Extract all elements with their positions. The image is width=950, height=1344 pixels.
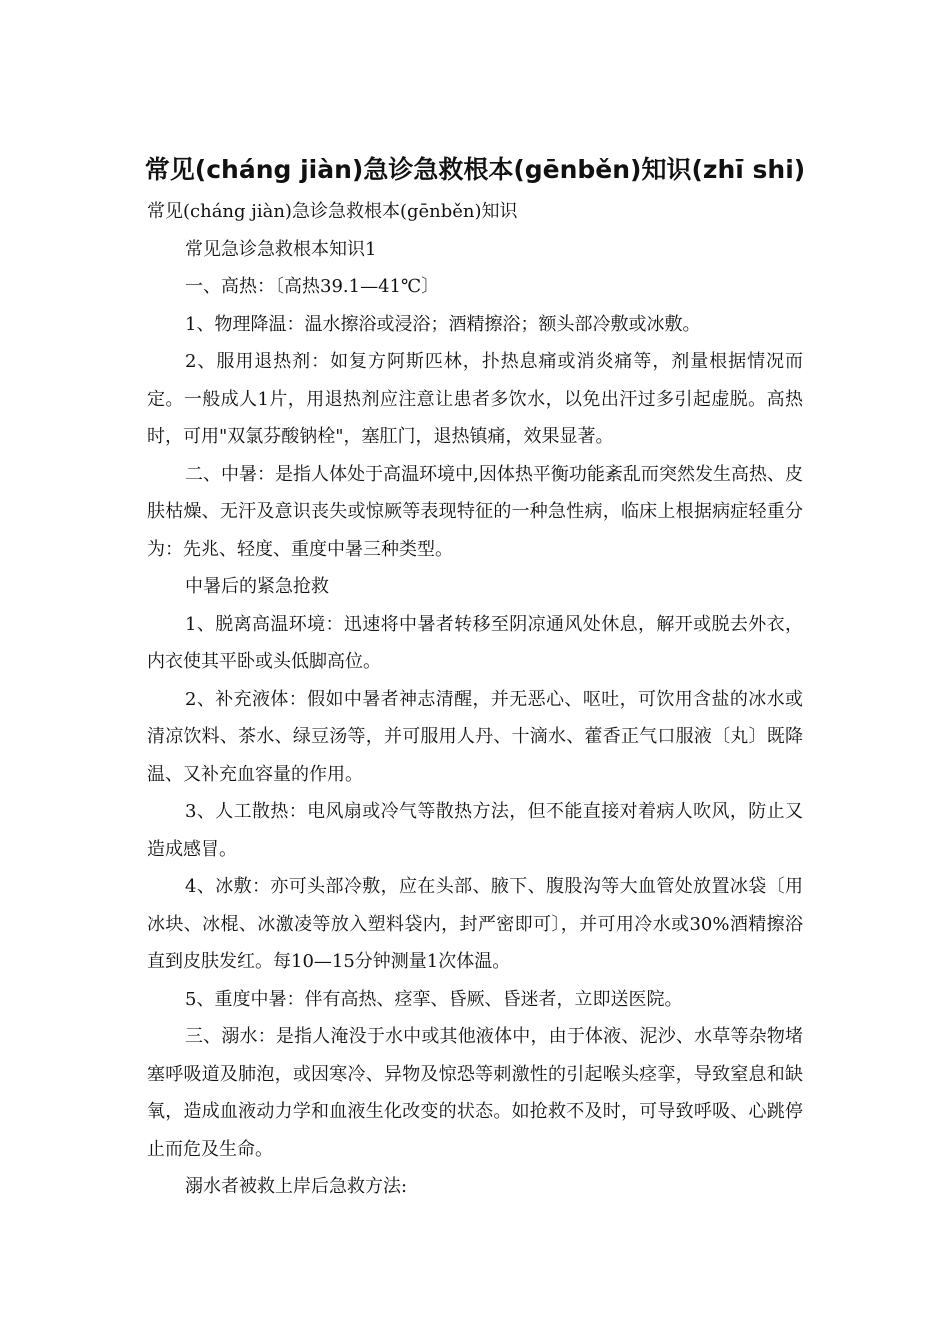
paragraph-heatstroke: 二、中暑：是指人体处于高温环境中,因体热平衡功能紊乱而突然发生高热、皮肤枯燥、无汗及意识丧失或惊厥等表现特征的一种急性病，临床上根据病症轻重分为：先兆、轻度、重度中暑三种类型。 (147, 463, 803, 560)
paragraph: 4、冰敷：亦可头部冷敷，应在头部、腋下、腹股沟等大血管处放置冰袋〔用冰块、冰棍、冰激凌等放入塑料袋内，封严密即可〕，并可用冷水或30%酒精擦浴直到皮肤发红。每10—15分钟测量1次体温。 (147, 876, 803, 972)
paragraph: 1、脱离高温环境：迅速将中暑者转移至阴凉通风处休息，解开或脱去外衣，内衣使其平卧或头低脚高位。 (147, 613, 803, 672)
paragraph: 1、物理降温：温水擦浴或浸浴；酒精擦浴；额头部冷敷或冰敷。 (185, 313, 701, 335)
document-subtitle: 常见(cháng jiàn)急诊急救根本(gēnběn)知识 (147, 201, 518, 222)
paragraph-drowning: 三、溺水：是指人淹没于水中或其他液体中，由于体液、泥沙、水草等杂物堵塞呼吸道及肺泡，或因寒冷、异物及惊恐等刺激性的引起喉头痉挛，导致窒息和缺氧，造成血液动力学和血液生化改变的状态。如抢救不及时，可导致呼吸、心跳停止而危及生命。 (147, 1026, 803, 1160)
section-heading-drowning-rescue: 溺水者被救上岸后急救方法: (185, 1176, 408, 1197)
section-heading-fever: 一、高热：〔高热39.1—41℃〕 (185, 276, 440, 297)
document-body (147, 193, 803, 1206)
paragraph: 5、重度中暑：伴有高热、痉挛、昏厥、昏迷者，立即送医院。 (185, 988, 683, 1010)
paragraph: 2、补充液体：假如中暑者神志清醒，并无恶心、呕吐，可饮用含盐的冰水或清凉饮料、茶水、绿豆汤等，并可服用人丹、十滴水、藿香正气口服液〔丸〕既降温、又补充血容量的作用。 (147, 688, 803, 785)
paragraph: 2、服用退热剂：如复方阿斯匹林，扑热息痛或消炎痛等，剂量根据情况而定。一般成人1片，用退热剂应注意让患者多饮水，以免出汗过多引起虚脱。高热时，可用"双氯芬酸钠栓"，塞肛门，退热镇痛，效果显著。 (147, 351, 803, 447)
paragraph: 3、人工散热：电风扇或冷气等散热方法，但不能直接对着病人吹风，防止又造成感冒。 (147, 801, 803, 860)
document-title: 常见(cháng jiàn)急诊急救根本(gēnběn)知识(zhī shi) (144, 155, 806, 184)
section-heading-heatstroke-rescue: 中暑后的紧急抢救 (185, 576, 329, 597)
section-heading: 常见急诊急救根本知识1 (185, 238, 377, 260)
